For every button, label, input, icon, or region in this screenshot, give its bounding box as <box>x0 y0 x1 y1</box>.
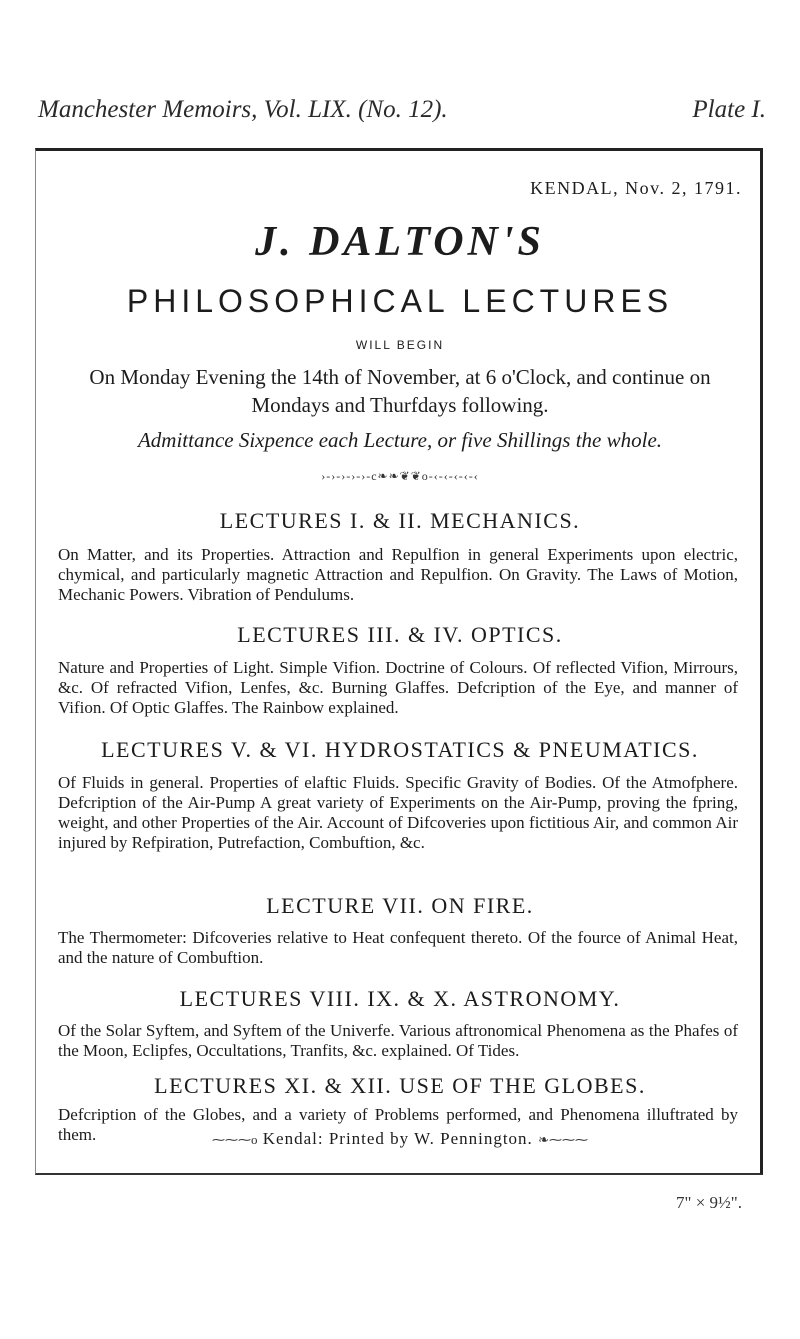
section-body-optics: Nature and Properties of Light. Simple Vifion. Doctrine of Colours. Of reflected Vifion, Mirrours, &c. Of refracted Vifion, Lenfes, &c. Burning Glaffes. Defcription of the Eye, and manner of Vifion. Of Optic Glaffes. The Rainbow explained. <box>58 658 738 717</box>
title-name: J. DALTON'S <box>255 219 545 265</box>
journal-reference <box>38 96 448 124</box>
section-heading-astronomy: LECTURES VIII. IX. & X. ASTRONOMY. <box>179 986 621 1011</box>
will-begin: WILL BEGIN <box>355 338 445 352</box>
ornament-divider: ›-›-›-›-›-c❧❧❦❦o-‹-‹-‹-‹-‹ <box>321 469 479 483</box>
section-heading-optics: LECTURES III. & IV. OPTICS. <box>237 622 563 647</box>
journal-volume: Vol. LIX. <box>263 96 352 123</box>
section-body-mechanics: On Matter, and its Properties. Attraction and Repulfion in general Experiments upon electric, chymical, and particularly magnetic Attraction and Repulfion. On Gravity. The Laws of Motion, Mechanic Powers. Vibration of Pendulums. <box>58 545 738 604</box>
plate-header <box>38 96 766 124</box>
section-heading-globes: LECTURES XI. & XII. USE OF THE GLOBES. <box>154 1073 646 1098</box>
imprint-text: Kendal: Printed by W. Pennington. <box>262 1129 533 1148</box>
admittance-text: Admittance Sixpence each Lecture, or five Shillings the whole. <box>137 428 663 452</box>
section-heading-mechanics: LECTURES I. & II. MECHANICS. <box>219 508 581 533</box>
plate-label: Plate I. <box>692 96 766 123</box>
journal-number: (No. 12). <box>358 96 448 123</box>
imprint-ornament-right: ❧⁓⁓⁓ <box>538 1132 588 1147</box>
imprint-ornament-left: ⁓⁓⁓o <box>212 1132 258 1147</box>
intro-text: On Monday Evening the 14th of November, at 6 o'Clock, and continue on Mondays and Thurfdays following. <box>89 365 711 417</box>
size-note: 7" × 9½". <box>676 1193 742 1212</box>
title-main: PHILOSOPHICAL LECTURES <box>126 283 674 319</box>
section-body-astronomy: Of the Solar Syftem, and Syftem of the Univerfe. Various aftronomical Phenomena as the Phafes of the Moon, Eclipfes, Occultations, Tranfits, &c. explained. Of Tides. <box>58 1021 738 1060</box>
section-body-fire: The Thermometer: Difcoveries relative to Heat confequent thereto. Of the fource of Animal Heat, and the nature of Combuftion. <box>58 928 738 967</box>
place-date: KENDAL, Nov. 2, 1791. <box>530 178 742 198</box>
journal-name: Manchester Memoirs, <box>38 96 258 123</box>
section-heading-hydrostatics: LECTURES V. & VI. HYDROSTATICS & PNEUMATICS. <box>101 737 699 762</box>
section-body-globes: Defcription of the Globes, and a variety of Problems performed, and Phenomena illuftrated by them. <box>58 1105 738 1144</box>
section-body-hydrostatics: Of Fluids in general. Properties of elaftic Fluids. Specific Gravity of Bodies. Of the Atmofphere. Defcription of the Air-Pump A great variety of Experiments on the Air-Pump, proving the fpring, weight, and other Properties of the Air. Account of Difcoveries upon fictitious Air, and common Air injured by Refpiration, Putrefaction, Combuftion, &c. <box>58 773 738 852</box>
printer-imprint <box>0 1129 800 1149</box>
section-heading-fire: LECTURE VII. ON FIRE. <box>266 893 534 918</box>
